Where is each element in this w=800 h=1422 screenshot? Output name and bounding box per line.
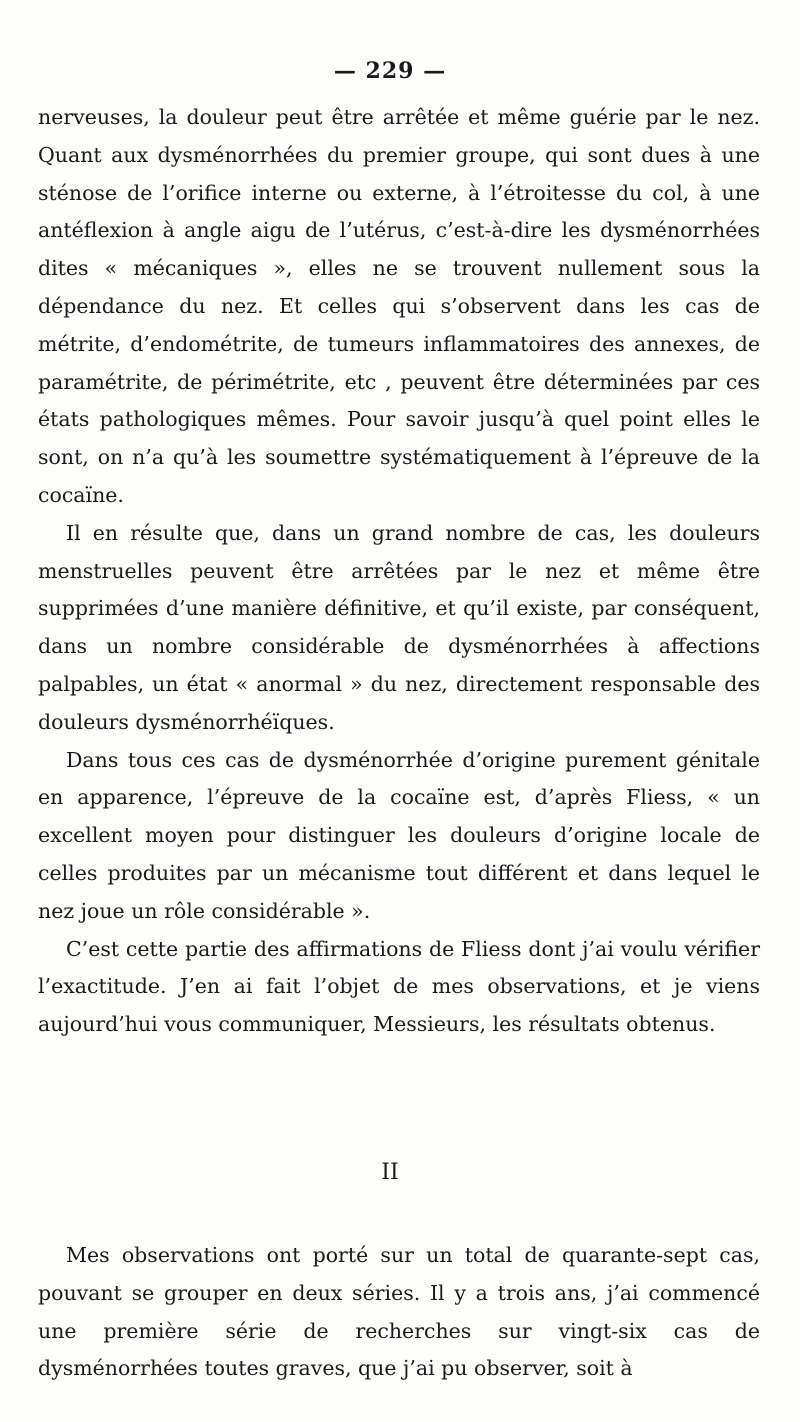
paragraph: Il en résulte que, dans un grand nombre de cas, les douleurs menstruelles peuvent être arrêtées par le nez et même être supprimées d’une manière définitive, et qu’il existe, par conséquent, dans un nombre considérable de dysménorrhées à affections palpables, un état « anormal » du nez, directement responsable des douleurs dysménorrhéïques. (38, 520, 760, 734)
paragraph: Mes observations ont porté sur un total de quarante-sept cas, pouvant se grouper en deux séries. Il y a trois ans, j’ai commencé une première série de recherches sur vingt-six cas de dysménorrhées toutes graves, que j’ai pu observer, soit à (38, 1243, 760, 1381)
page-number: — 229 — (333, 58, 447, 84)
text-block-main (38, 99, 760, 1044)
paragraph: C’est cette partie des affirmations de Fliess dont j’ai voulu vérifier l’exactitude. J’en ai fait l’objet de mes observations, et je viens aujourd’hui vous communiquer, Messieurs, les résultats obtenus. (38, 936, 760, 1037)
paragraph-continuation: nerveuses, la douleur peut être arrêtée et même guérie par le nez. Quant aux dysménorrhées du premier groupe, qui sont dues à une sténose de l’orifice interne ou externe, à l’étroitesse du col, à une antéflexion à angle aigu de l’utérus, c’est-à-dire les dysménorrhées dites « mécaniques », elles ne se trouvent nullement sous la dépendance du nez. Et celles qui s’observent dans les cas de métrite, d’endométrite, de tumeurs inflammatoires des annexes, de paramétrite, de périmétrite, etc , peuvent être déterminées par ces états pathologiques mêmes. Pour savoir jusqu’à quel point elles le sont, on n’a qu’à les soumettre systématiquement à l’épreuve de la cocaïne. (38, 105, 760, 507)
paragraph: Dans tous ces cas de dysménorrhée d’origine purement génitale en apparence, l’épreuve de la cocaïne est, d’après Fliess, « un excellent moyen pour distinguer les douleurs d’origine locale de celles produites par un mécanisme tout différent et dans lequel le nez joue un rôle considérable ». (38, 747, 760, 923)
text-block-section-ii (38, 1237, 760, 1388)
section-heading: II (381, 1160, 399, 1185)
